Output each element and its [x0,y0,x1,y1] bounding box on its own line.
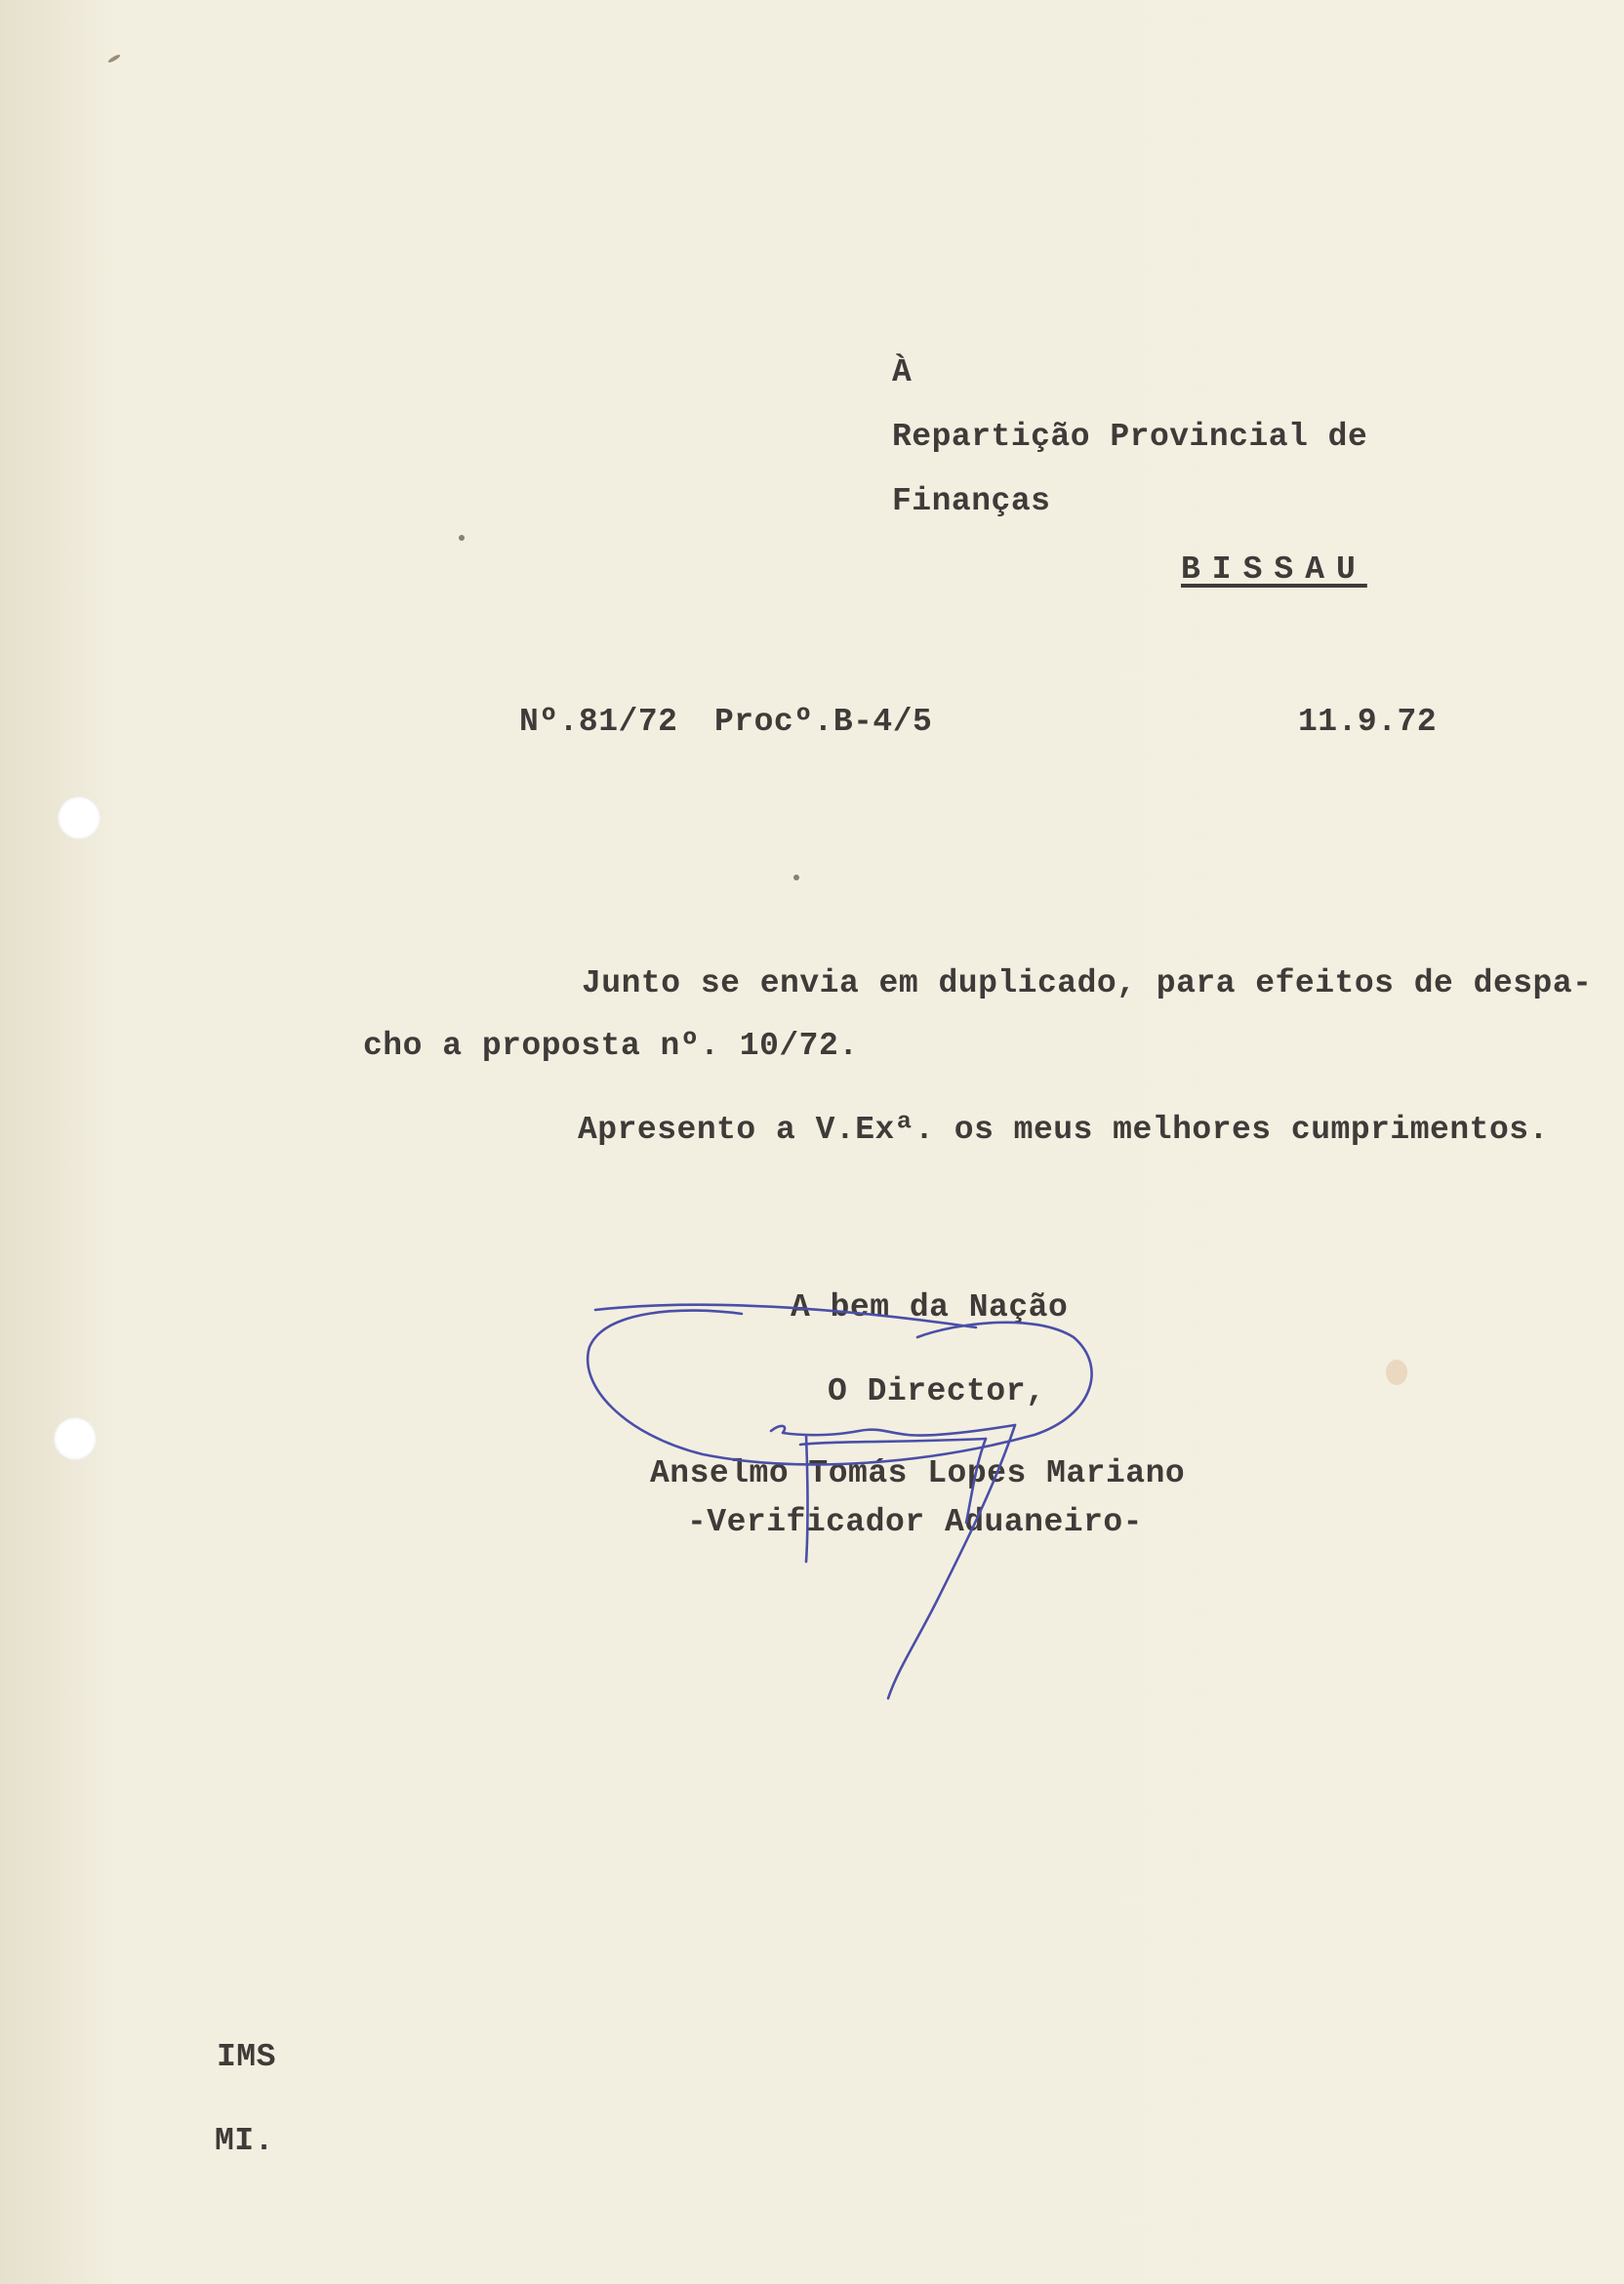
closing-title: -Verificador Aduaneiro- [687,1504,1143,1540]
paper-fold-shadow [0,0,115,2284]
closing-role: O Director, [828,1373,1046,1409]
reference-process: Procº.B-4/5 [714,704,933,740]
recipient-line-1: Repartição Provincial de [892,419,1368,455]
body-paragraph-1-line-2: cho a proposta nº. 10/72. [363,1028,859,1064]
punch-hole-bottom [54,1417,97,1460]
body-paragraph-2: Apresento a V.Exª. os meus melhores cumprimentos. [578,1112,1549,1148]
typist-initials-1: IMS [217,2039,276,2075]
recipient-line-2: Finanças [892,483,1051,519]
reference-number: Nº.81/72 [519,704,678,740]
paper-speck [793,875,799,880]
closing-name: Anselmo Tomás Lopes Mariano [650,1455,1186,1491]
closing-salutation: A bem da Nação [791,1289,1069,1326]
punch-hole-top [58,796,101,839]
typist-initials-2: MI. [215,2123,274,2159]
body-paragraph-1-line-1: Junto se envia em duplicado, para efeitos de despa- [582,965,1593,1001]
recipient-city: BISSAU [1181,551,1367,588]
paper-speck [459,535,465,541]
recipient-preposition: À [892,354,913,390]
paper-speck [1386,1360,1407,1385]
reference-date: 11.9.72 [1298,704,1438,740]
